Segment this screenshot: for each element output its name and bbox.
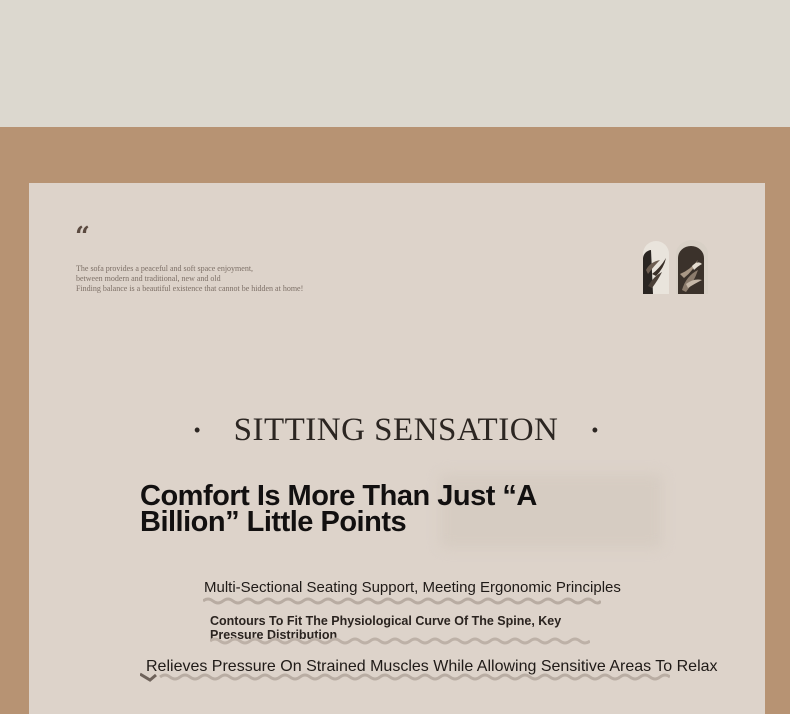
section-title bbox=[194, 410, 598, 450]
texture-squiggle bbox=[210, 636, 590, 646]
texture-squiggle bbox=[203, 596, 601, 606]
texture-squiggle bbox=[140, 672, 670, 682]
bullet-icon: • bbox=[194, 420, 201, 440]
intro-line: Finding balance is a beautiful existence that cannot be hidden at home! bbox=[76, 284, 304, 293]
feature-line: Contours To Fit The Physiological Curve Of The Spine, Key Pressure Distribution bbox=[210, 614, 562, 642]
bullet-icon: • bbox=[591, 420, 598, 440]
feature-line: Relieves Pressure On Strained Muscles While Allowing Sensitive Areas To Relax bbox=[146, 658, 718, 675]
top-band bbox=[0, 0, 790, 127]
quote-mark-icon: “ bbox=[75, 222, 90, 252]
section-title-text: SITTING SENSATION bbox=[233, 412, 559, 448]
intro-line: The sofa provides a peaceful and soft space enjoyment, bbox=[76, 264, 254, 273]
headline: Comfort Is More Than Just “A Billion” Little Points bbox=[140, 480, 536, 538]
intro-line: between modern and traditional, new and old bbox=[76, 274, 221, 283]
intro-text bbox=[76, 264, 303, 294]
feature-line: Multi-Sectional Seating Support, Meeting Ergonomic Principles bbox=[204, 579, 621, 596]
arched-window-plant-image bbox=[642, 240, 710, 294]
